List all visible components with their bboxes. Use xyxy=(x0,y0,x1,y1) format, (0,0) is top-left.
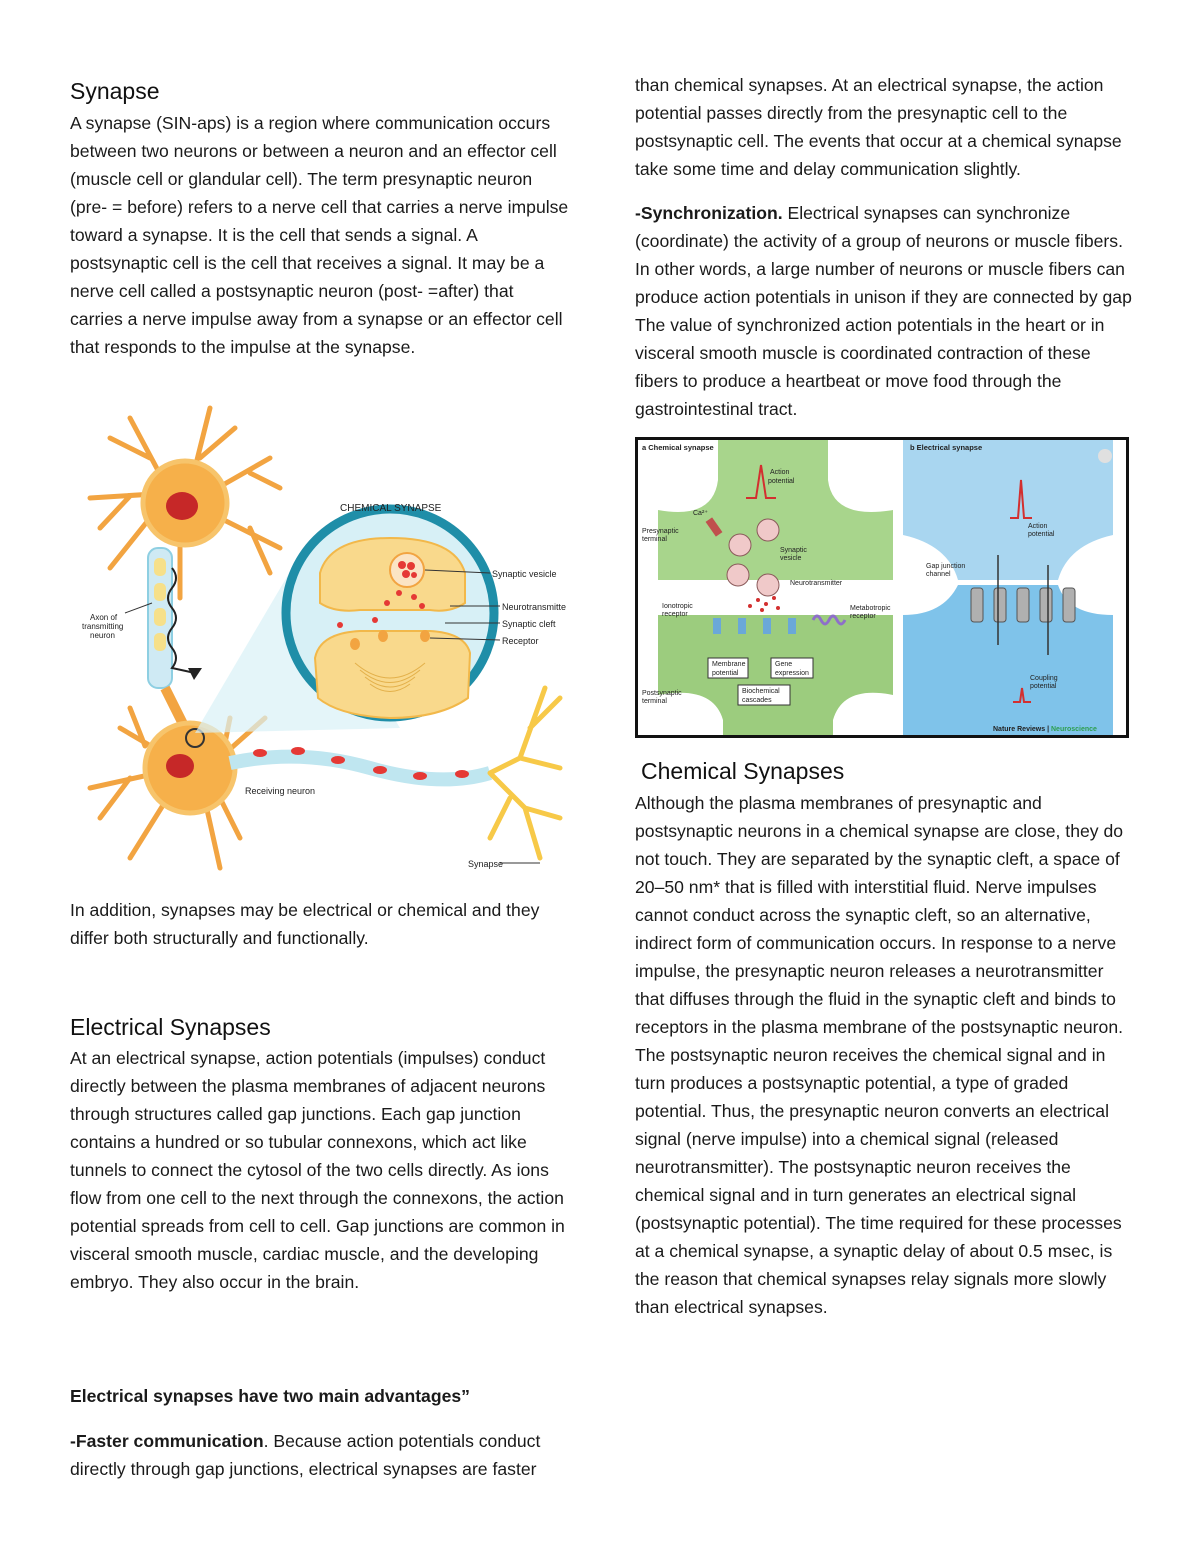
advantages-heading xyxy=(70,1382,570,1410)
label-receiving-neuron: Receiving neuron xyxy=(245,786,316,796)
label-gap-junction-2: channel xyxy=(926,571,951,578)
faster-communication-paragraph xyxy=(70,1427,570,1483)
label-gap-junction-1: Gap junction xyxy=(926,563,966,570)
credit-journal: Nature Reviews xyxy=(993,726,1046,733)
label-receptor: Receptor xyxy=(502,636,539,646)
receiving-axon xyxy=(230,757,490,780)
label-synaptic-vesicle: Synaptic vesicle xyxy=(492,569,557,579)
label-neurotransmitter: Neurotransmitter xyxy=(790,580,843,587)
axon-terminals xyxy=(490,688,560,858)
synchronization-paragraph xyxy=(635,199,1135,423)
label-ionotropic-1: Ionotropic xyxy=(662,603,693,610)
chemical-synapse-figure xyxy=(70,398,567,878)
synapse-types-paragraph: In addition, synapses may be electrical or chemical and they differ both structurally and functionally. xyxy=(70,900,540,948)
label-gene-2: expression xyxy=(775,670,809,677)
advantages-heading-text: Electrical synapses have two main advantages” xyxy=(70,1386,470,1406)
label-synaptic-vesicle-1: Synaptic xyxy=(780,547,807,554)
credit-section: Neuroscience xyxy=(1051,726,1097,733)
label-ionotropic-2: receptor xyxy=(662,611,688,618)
synchronization-label: -Synchronization. xyxy=(635,203,783,223)
label-metabotropic-2: receptor xyxy=(850,613,876,620)
label-action-potential-a-1: Action xyxy=(770,469,790,476)
label-synaptic-cleft: Synaptic cleft xyxy=(502,619,556,629)
electrical-synapses-paragraph: At an electrical synapse, action potentials (impulses) conduct directly between the plasma membranes of adjacent neurons through structures called gap junctions. Each gap junction contains a hundred or so tubular connexons, which act like tunnels to connect the cytosol of the two cells directly. As ions flow from one cell to the next through the connexons, the action potential spreads from cell to cell. Gap junctions are common in visceral smooth muscle, cardiac muscle, and the developing embryo. They also occur in the brain. xyxy=(70,1048,565,1292)
label-biochemical-2: cascades xyxy=(742,697,772,704)
credit-separator: | xyxy=(1045,726,1051,733)
label-neurotransmitter: Neurotransmitte xyxy=(502,602,567,612)
label-axon-line1: Axon of xyxy=(90,613,118,622)
label-membrane-2: potential xyxy=(712,670,739,677)
synapse-heading: Synapse xyxy=(70,78,160,104)
chemical-synapses-heading: Chemical Synapses xyxy=(641,758,845,784)
label-calcium: Ca²⁺ xyxy=(693,510,708,517)
label-action-potential-a-2: potential xyxy=(768,478,795,485)
electrical-synapses-heading: Electrical Synapses xyxy=(70,1014,271,1040)
label-metabotropic-1: Metabotropic xyxy=(850,605,891,612)
panel-b-title: b Electrical synapse xyxy=(910,443,983,452)
label-postsynaptic-2: terminal xyxy=(642,698,667,705)
impulse-arrowhead xyxy=(188,668,202,680)
label-gene-1: Gene xyxy=(775,661,793,668)
continued-paragraph: than chemical synapses. At an electrical synapse, the action potential passes directly from the presynaptic cell to the postsynaptic cell. The events that occur at a chemical synapse take some time and delay communication slightly. xyxy=(635,75,1122,179)
figure-title: CHEMICAL SYNAPSE xyxy=(340,503,442,514)
label-action-potential-b-2: potential xyxy=(1028,531,1055,538)
top-neuron-nucleus xyxy=(166,492,198,520)
label-action-potential-b-1: Action xyxy=(1028,523,1048,530)
synapse-comparison-diagram xyxy=(638,440,1126,735)
credit-line xyxy=(993,726,1097,733)
synapse-paragraph: A synapse (SIN-aps) is a region where communication occurs between two neurons or between a neuron and an effector cell (muscle cell or glandular cell). The term presynaptic neuron (pre- = before) refers to a nerve cell that carries a nerve impulse toward a synapse. It is the cell that sends a signal. A postsynaptic cell is the cell that receives a signal. It may be a nerve cell called a postsynaptic neuron (post- =after) that carries a nerve impulse away from a synapse or an effector cell that responds to the impulse at the synapse. xyxy=(70,113,569,357)
label-biochemical-1: Biochemical xyxy=(742,688,780,695)
label-axon-line2: transmitting xyxy=(82,622,124,631)
faster-communication-label: -Faster communication xyxy=(70,1431,264,1451)
label-axon-line3: neuron xyxy=(90,631,115,640)
chemical-synapse-illustration xyxy=(70,398,567,878)
label-coupling-1: Coupling xyxy=(1030,675,1058,682)
label-membrane-1: Membrane xyxy=(712,661,746,668)
label-synapse: Synapse xyxy=(468,859,504,869)
chemical-vs-electrical-figure xyxy=(635,437,1129,738)
label-coupling-2: potential xyxy=(1030,683,1057,690)
synchronization-text: Electrical synapses can synchronize (coordinate) the activity of a group of neurons or muscle fibers. In other words, a large number of neurons or muscle fibers can produce action potentials in unison if they are connected by gap The value of synchronized action potentials in the heart or in visceral smooth muscle is coordinated contraction of these fibers to produce a heartbeat or move food through the gastrointestinal tract. xyxy=(635,203,1132,419)
label-synaptic-vesicle-2: vesicle xyxy=(780,555,802,562)
bottom-neuron-nucleus xyxy=(166,754,194,778)
label-presynaptic-2: terminal xyxy=(642,536,667,543)
label-postsynaptic-1: Postsynaptic xyxy=(642,690,682,697)
label-presynaptic-1: Presynaptic xyxy=(642,528,679,535)
panel-a-title: a Chemical synapse xyxy=(642,443,714,452)
faster-communication-text: . Because action potentials conduct directly through gap junctions, electrical synapses are faster xyxy=(70,1431,541,1479)
chemical-synapses-paragraph: Although the plasma membranes of presynaptic and postsynaptic neurons in a chemical synapse are close, they do not touch. They are separated by the synaptic cleft, a space of 20–50 nm* that is filled with interstitial fluid. Nerve impulses cannot conduct across the synaptic cleft, so an alternative, indirect form of communication occurs. In response to a nerve impulse, the presynaptic neuron releases a neurotransmitter that diffuses through the fluid in the synaptic cleft and binds to receptors in the plasma membrane of the postsynaptic neuron. The postsynaptic neuron receives the chemical signal and in turn produces a postsynaptic potential, a type of graded potential. Thus, the presynaptic neuron converts an electrical signal (nerve impulse) into a chemical signal (released neurotransmitter). The postsynaptic neuron receives the chemical signal and in turn generates an electrical signal (postsynaptic potential). The time required for these processes at a chemical synapse, a synaptic delay of about 0.5 msec, is the reason that chemical synapses relay signals more slowly than electrical synapses. xyxy=(635,793,1124,1317)
